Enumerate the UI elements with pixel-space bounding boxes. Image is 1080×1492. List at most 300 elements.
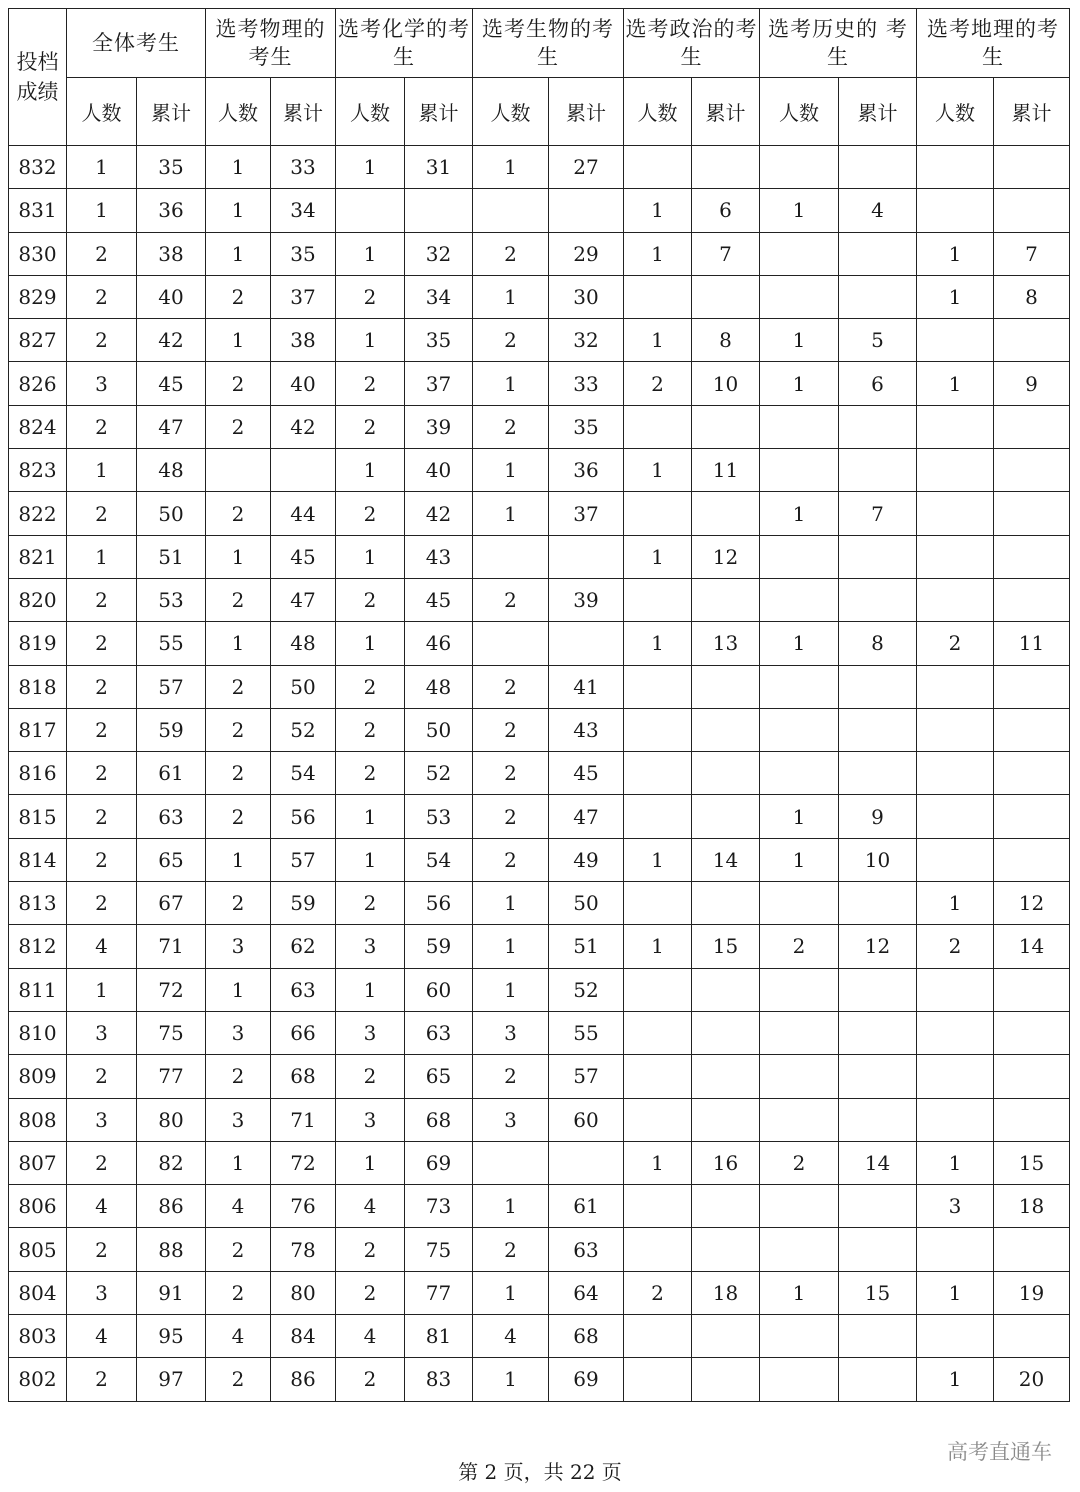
count-cell: 2	[473, 405, 549, 448]
cumulative-cell: 48	[137, 449, 206, 492]
table-row	[9, 795, 1070, 838]
count-cell: 3	[917, 1185, 994, 1228]
count-cell	[917, 405, 994, 448]
cumulative-cell: 53	[405, 795, 473, 838]
count-cell: 2	[206, 665, 271, 708]
cumulative-cell	[549, 535, 624, 578]
cumulative-cell: 71	[137, 925, 206, 968]
group-header-politics: 选考政治的考生	[624, 9, 760, 78]
cumulative-cell: 81	[405, 1315, 473, 1358]
count-cell: 2	[206, 1271, 271, 1314]
cumulative-cell: 4	[839, 189, 917, 232]
count-cell	[624, 795, 692, 838]
count-cell	[760, 1228, 839, 1271]
sub-header-cumulative: 累计	[271, 78, 336, 146]
cumulative-cell	[994, 795, 1070, 838]
count-cell	[760, 1098, 839, 1141]
count-cell: 1	[67, 968, 137, 1011]
cumulative-cell: 95	[137, 1315, 206, 1358]
cumulative-cell	[839, 1358, 917, 1401]
cumulative-cell: 88	[137, 1228, 206, 1271]
cumulative-cell	[839, 449, 917, 492]
cumulative-cell	[994, 1098, 1070, 1141]
count-cell	[760, 405, 839, 448]
score-cell: 803	[9, 1315, 67, 1358]
table-row	[9, 708, 1070, 751]
score-cell: 804	[9, 1271, 67, 1314]
cumulative-cell: 52	[549, 968, 624, 1011]
cumulative-cell: 72	[271, 1141, 336, 1184]
cumulative-cell: 12	[994, 882, 1070, 925]
count-cell: 2	[67, 319, 137, 362]
count-cell: 1	[206, 622, 271, 665]
cumulative-cell: 75	[405, 1228, 473, 1271]
cumulative-cell: 52	[271, 708, 336, 751]
cumulative-cell	[994, 838, 1070, 881]
count-cell	[624, 578, 692, 621]
count-cell: 2	[473, 1055, 549, 1098]
count-cell: 1	[917, 1358, 994, 1401]
count-cell: 1	[206, 838, 271, 881]
score-cell: 831	[9, 189, 67, 232]
count-cell: 1	[206, 1141, 271, 1184]
table-row	[9, 838, 1070, 881]
cumulative-cell: 69	[549, 1358, 624, 1401]
cumulative-cell: 40	[405, 449, 473, 492]
count-cell: 1	[624, 1141, 692, 1184]
count-cell	[760, 449, 839, 492]
count-cell: 1	[624, 838, 692, 881]
cumulative-cell	[839, 1315, 917, 1358]
count-cell: 1	[473, 1271, 549, 1314]
cumulative-cell	[994, 752, 1070, 795]
count-cell: 1	[624, 535, 692, 578]
count-cell	[624, 708, 692, 751]
cumulative-cell: 36	[549, 449, 624, 492]
count-cell	[917, 146, 994, 189]
cumulative-cell: 82	[137, 1141, 206, 1184]
cumulative-cell	[692, 1055, 760, 1098]
cumulative-cell: 34	[271, 189, 336, 232]
count-cell	[760, 578, 839, 621]
cumulative-cell: 38	[271, 319, 336, 362]
count-cell	[760, 968, 839, 1011]
count-cell: 1	[67, 535, 137, 578]
cumulative-cell: 60	[405, 968, 473, 1011]
cumulative-cell	[994, 319, 1070, 362]
cumulative-cell: 42	[137, 319, 206, 362]
cumulative-cell	[692, 752, 760, 795]
cumulative-cell: 15	[692, 925, 760, 968]
table-row	[9, 1055, 1070, 1098]
score-cell: 818	[9, 665, 67, 708]
cumulative-cell: 45	[549, 752, 624, 795]
table-row	[9, 925, 1070, 968]
group-header-history: 选考历史的 考生	[760, 9, 917, 78]
count-cell: 2	[917, 925, 994, 968]
count-cell: 1	[473, 449, 549, 492]
cumulative-cell: 6	[839, 362, 917, 405]
score-cell: 820	[9, 578, 67, 621]
score-cell: 805	[9, 1228, 67, 1271]
cumulative-cell	[549, 622, 624, 665]
cumulative-cell	[692, 146, 760, 189]
count-cell: 1	[206, 535, 271, 578]
score-cell: 827	[9, 319, 67, 362]
count-cell: 1	[473, 146, 549, 189]
count-cell: 1	[624, 449, 692, 492]
score-cell: 832	[9, 146, 67, 189]
cumulative-cell	[994, 1315, 1070, 1358]
table-row	[9, 232, 1070, 275]
count-cell: 2	[206, 578, 271, 621]
cumulative-cell	[692, 1011, 760, 1054]
count-cell	[760, 535, 839, 578]
cumulative-cell	[839, 1055, 917, 1098]
count-cell: 1	[917, 1271, 994, 1314]
cumulative-cell: 49	[549, 838, 624, 881]
cumulative-cell: 40	[271, 362, 336, 405]
count-cell	[917, 492, 994, 535]
count-cell: 3	[67, 1098, 137, 1141]
cumulative-cell: 46	[405, 622, 473, 665]
count-cell: 4	[67, 1185, 137, 1228]
cumulative-cell: 77	[405, 1271, 473, 1314]
cumulative-cell: 47	[137, 405, 206, 448]
table-row	[9, 1228, 1070, 1271]
group-header-physics: 选考物理的考生	[206, 9, 336, 78]
cumulative-cell: 8	[692, 319, 760, 362]
cumulative-cell: 76	[271, 1185, 336, 1228]
count-cell: 4	[206, 1185, 271, 1228]
cumulative-cell	[839, 1098, 917, 1141]
table-row	[9, 362, 1070, 405]
score-cell: 816	[9, 752, 67, 795]
cumulative-cell: 39	[405, 405, 473, 448]
cumulative-cell	[692, 1315, 760, 1358]
count-cell: 4	[336, 1315, 405, 1358]
cumulative-cell	[692, 708, 760, 751]
cumulative-cell: 10	[692, 362, 760, 405]
count-cell: 2	[336, 752, 405, 795]
cumulative-cell: 69	[405, 1141, 473, 1184]
sub-header-count: 人数	[67, 78, 137, 146]
table-row	[9, 535, 1070, 578]
count-cell: 1	[473, 275, 549, 318]
table-row	[9, 492, 1070, 535]
count-cell: 2	[624, 362, 692, 405]
cumulative-cell	[839, 275, 917, 318]
cumulative-cell: 35	[137, 146, 206, 189]
count-cell: 1	[760, 362, 839, 405]
cumulative-cell	[405, 189, 473, 232]
count-cell	[624, 1185, 692, 1228]
count-cell: 2	[67, 1141, 137, 1184]
count-cell	[917, 708, 994, 751]
cumulative-cell: 65	[137, 838, 206, 881]
count-cell	[624, 882, 692, 925]
sub-header-count: 人数	[336, 78, 405, 146]
cumulative-cell: 37	[271, 275, 336, 318]
score-cell: 830	[9, 232, 67, 275]
cumulative-cell: 42	[271, 405, 336, 448]
score-cell: 811	[9, 968, 67, 1011]
cumulative-cell	[839, 535, 917, 578]
count-cell: 1	[624, 232, 692, 275]
count-cell: 2	[67, 752, 137, 795]
cumulative-cell: 71	[271, 1098, 336, 1141]
count-cell	[624, 1315, 692, 1358]
count-cell	[917, 1098, 994, 1141]
cumulative-cell: 91	[137, 1271, 206, 1314]
table-row	[9, 1185, 1070, 1228]
cumulative-cell: 9	[994, 362, 1070, 405]
cumulative-cell	[692, 968, 760, 1011]
count-cell: 2	[206, 752, 271, 795]
cumulative-cell	[692, 795, 760, 838]
cumulative-cell: 15	[994, 1141, 1070, 1184]
count-cell: 1	[917, 1141, 994, 1184]
table-row	[9, 1098, 1070, 1141]
cumulative-cell: 14	[692, 838, 760, 881]
count-cell: 2	[624, 1271, 692, 1314]
cumulative-cell	[839, 405, 917, 448]
cumulative-cell: 63	[137, 795, 206, 838]
count-cell: 2	[473, 795, 549, 838]
cumulative-cell: 5	[839, 319, 917, 362]
cumulative-cell: 66	[271, 1011, 336, 1054]
count-cell: 1	[336, 968, 405, 1011]
count-cell	[917, 968, 994, 1011]
count-cell: 2	[67, 1228, 137, 1271]
cumulative-cell: 6	[692, 189, 760, 232]
count-cell: 2	[206, 492, 271, 535]
score-cell: 819	[9, 622, 67, 665]
group-header-geography: 选考地理的考生	[917, 9, 1070, 78]
cumulative-cell: 38	[137, 232, 206, 275]
cumulative-cell	[839, 708, 917, 751]
cumulative-cell: 68	[271, 1055, 336, 1098]
count-cell	[917, 1228, 994, 1271]
table-body	[9, 146, 1070, 1402]
cumulative-cell: 35	[405, 319, 473, 362]
count-cell: 3	[336, 1011, 405, 1054]
cumulative-cell	[994, 968, 1070, 1011]
count-cell	[624, 405, 692, 448]
cumulative-cell: 44	[271, 492, 336, 535]
cumulative-cell	[692, 578, 760, 621]
sub-header-cumulative: 累计	[994, 78, 1070, 146]
count-cell: 1	[206, 319, 271, 362]
cumulative-cell: 50	[271, 665, 336, 708]
cumulative-cell	[692, 1098, 760, 1141]
count-cell: 1	[917, 882, 994, 925]
cumulative-cell: 84	[271, 1315, 336, 1358]
cumulative-cell	[994, 535, 1070, 578]
cumulative-cell: 29	[549, 232, 624, 275]
cumulative-cell	[994, 708, 1070, 751]
count-cell: 3	[473, 1011, 549, 1054]
count-cell: 3	[206, 1011, 271, 1054]
cumulative-cell: 47	[549, 795, 624, 838]
count-cell: 1	[917, 362, 994, 405]
count-cell: 1	[473, 882, 549, 925]
table-row	[9, 449, 1070, 492]
cumulative-cell: 80	[271, 1271, 336, 1314]
cumulative-cell	[692, 665, 760, 708]
count-cell	[917, 1315, 994, 1358]
count-cell	[624, 146, 692, 189]
cumulative-cell: 61	[549, 1185, 624, 1228]
count-cell: 2	[336, 405, 405, 448]
table-row	[9, 1315, 1070, 1358]
sub-header-cumulative: 累计	[692, 78, 760, 146]
score-cell: 815	[9, 795, 67, 838]
cumulative-cell: 60	[549, 1098, 624, 1141]
count-cell: 3	[206, 1098, 271, 1141]
count-cell: 2	[67, 1055, 137, 1098]
cumulative-cell	[549, 1141, 624, 1184]
count-cell	[917, 535, 994, 578]
count-cell	[624, 492, 692, 535]
count-cell	[917, 795, 994, 838]
group-header-chemistry: 选考化学的考生	[336, 9, 473, 78]
sub-header-count: 人数	[760, 78, 839, 146]
cumulative-cell: 35	[549, 405, 624, 448]
table-row	[9, 665, 1070, 708]
count-cell: 2	[336, 1055, 405, 1098]
count-cell: 2	[336, 1358, 405, 1401]
count-cell	[473, 535, 549, 578]
cumulative-cell: 72	[137, 968, 206, 1011]
count-cell: 2	[67, 1358, 137, 1401]
cumulative-cell: 68	[405, 1098, 473, 1141]
cumulative-cell	[549, 189, 624, 232]
cumulative-cell	[271, 449, 336, 492]
count-cell: 2	[206, 275, 271, 318]
table-row	[9, 578, 1070, 621]
count-cell: 2	[336, 708, 405, 751]
count-cell: 1	[206, 146, 271, 189]
cumulative-cell: 7	[994, 232, 1070, 275]
count-cell: 3	[336, 925, 405, 968]
count-cell: 1	[67, 146, 137, 189]
cumulative-cell: 57	[271, 838, 336, 881]
cumulative-cell: 67	[137, 882, 206, 925]
score-cell: 808	[9, 1098, 67, 1141]
cumulative-cell: 57	[137, 665, 206, 708]
count-cell: 1	[760, 795, 839, 838]
cumulative-cell: 55	[549, 1011, 624, 1054]
cumulative-cell: 42	[405, 492, 473, 535]
count-cell: 1	[67, 189, 137, 232]
count-cell	[760, 1315, 839, 1358]
sub-header-count: 人数	[206, 78, 271, 146]
count-cell: 1	[336, 232, 405, 275]
count-cell: 3	[206, 925, 271, 968]
count-cell: 2	[206, 1055, 271, 1098]
count-cell: 2	[473, 665, 549, 708]
cumulative-cell: 41	[549, 665, 624, 708]
score-cell: 810	[9, 1011, 67, 1054]
cumulative-cell	[839, 882, 917, 925]
count-cell	[917, 319, 994, 362]
count-cell: 2	[336, 578, 405, 621]
cumulative-cell: 18	[994, 1185, 1070, 1228]
cumulative-cell: 9	[839, 795, 917, 838]
count-cell: 3	[336, 1098, 405, 1141]
count-cell	[760, 752, 839, 795]
count-cell: 3	[67, 1011, 137, 1054]
score-cell: 806	[9, 1185, 67, 1228]
cumulative-cell	[994, 1011, 1070, 1054]
count-cell: 2	[206, 708, 271, 751]
cumulative-cell	[839, 1011, 917, 1054]
count-cell: 3	[473, 1098, 549, 1141]
cumulative-cell: 59	[271, 882, 336, 925]
cumulative-cell: 34	[405, 275, 473, 318]
count-cell	[624, 1358, 692, 1401]
cumulative-cell: 62	[271, 925, 336, 968]
score-cell: 822	[9, 492, 67, 535]
cumulative-cell	[994, 665, 1070, 708]
count-cell: 4	[336, 1185, 405, 1228]
count-cell: 1	[760, 492, 839, 535]
count-cell: 2	[67, 838, 137, 881]
count-cell: 2	[206, 795, 271, 838]
count-cell: 1	[760, 622, 839, 665]
count-cell: 1	[473, 362, 549, 405]
count-cell: 2	[206, 1228, 271, 1271]
table-row	[9, 189, 1070, 232]
cumulative-cell: 14	[839, 1141, 917, 1184]
count-cell: 2	[760, 925, 839, 968]
table-row	[9, 1141, 1070, 1184]
count-cell: 1	[473, 1358, 549, 1401]
cumulative-cell: 80	[137, 1098, 206, 1141]
score-cell: 826	[9, 362, 67, 405]
cumulative-cell: 31	[405, 146, 473, 189]
count-cell: 2	[67, 708, 137, 751]
cumulative-cell	[839, 752, 917, 795]
cumulative-cell	[692, 1358, 760, 1401]
cumulative-cell: 37	[549, 492, 624, 535]
count-cell	[473, 622, 549, 665]
cumulative-cell	[994, 449, 1070, 492]
cumulative-cell: 86	[137, 1185, 206, 1228]
cumulative-cell: 78	[271, 1228, 336, 1271]
cumulative-cell: 45	[271, 535, 336, 578]
count-cell: 2	[67, 795, 137, 838]
count-cell: 2	[206, 405, 271, 448]
cumulative-cell: 55	[137, 622, 206, 665]
cumulative-cell: 59	[137, 708, 206, 751]
count-cell: 1	[760, 1271, 839, 1314]
cumulative-cell: 27	[549, 146, 624, 189]
count-cell: 1	[624, 189, 692, 232]
sub-header-count: 人数	[917, 78, 994, 146]
score-distribution-table	[8, 8, 1070, 1402]
cumulative-cell: 50	[137, 492, 206, 535]
table-row	[9, 968, 1070, 1011]
score-cell: 812	[9, 925, 67, 968]
cumulative-cell: 33	[549, 362, 624, 405]
count-cell: 2	[473, 752, 549, 795]
count-cell	[760, 1011, 839, 1054]
cumulative-cell: 54	[271, 752, 336, 795]
cumulative-cell	[692, 882, 760, 925]
count-cell	[760, 275, 839, 318]
